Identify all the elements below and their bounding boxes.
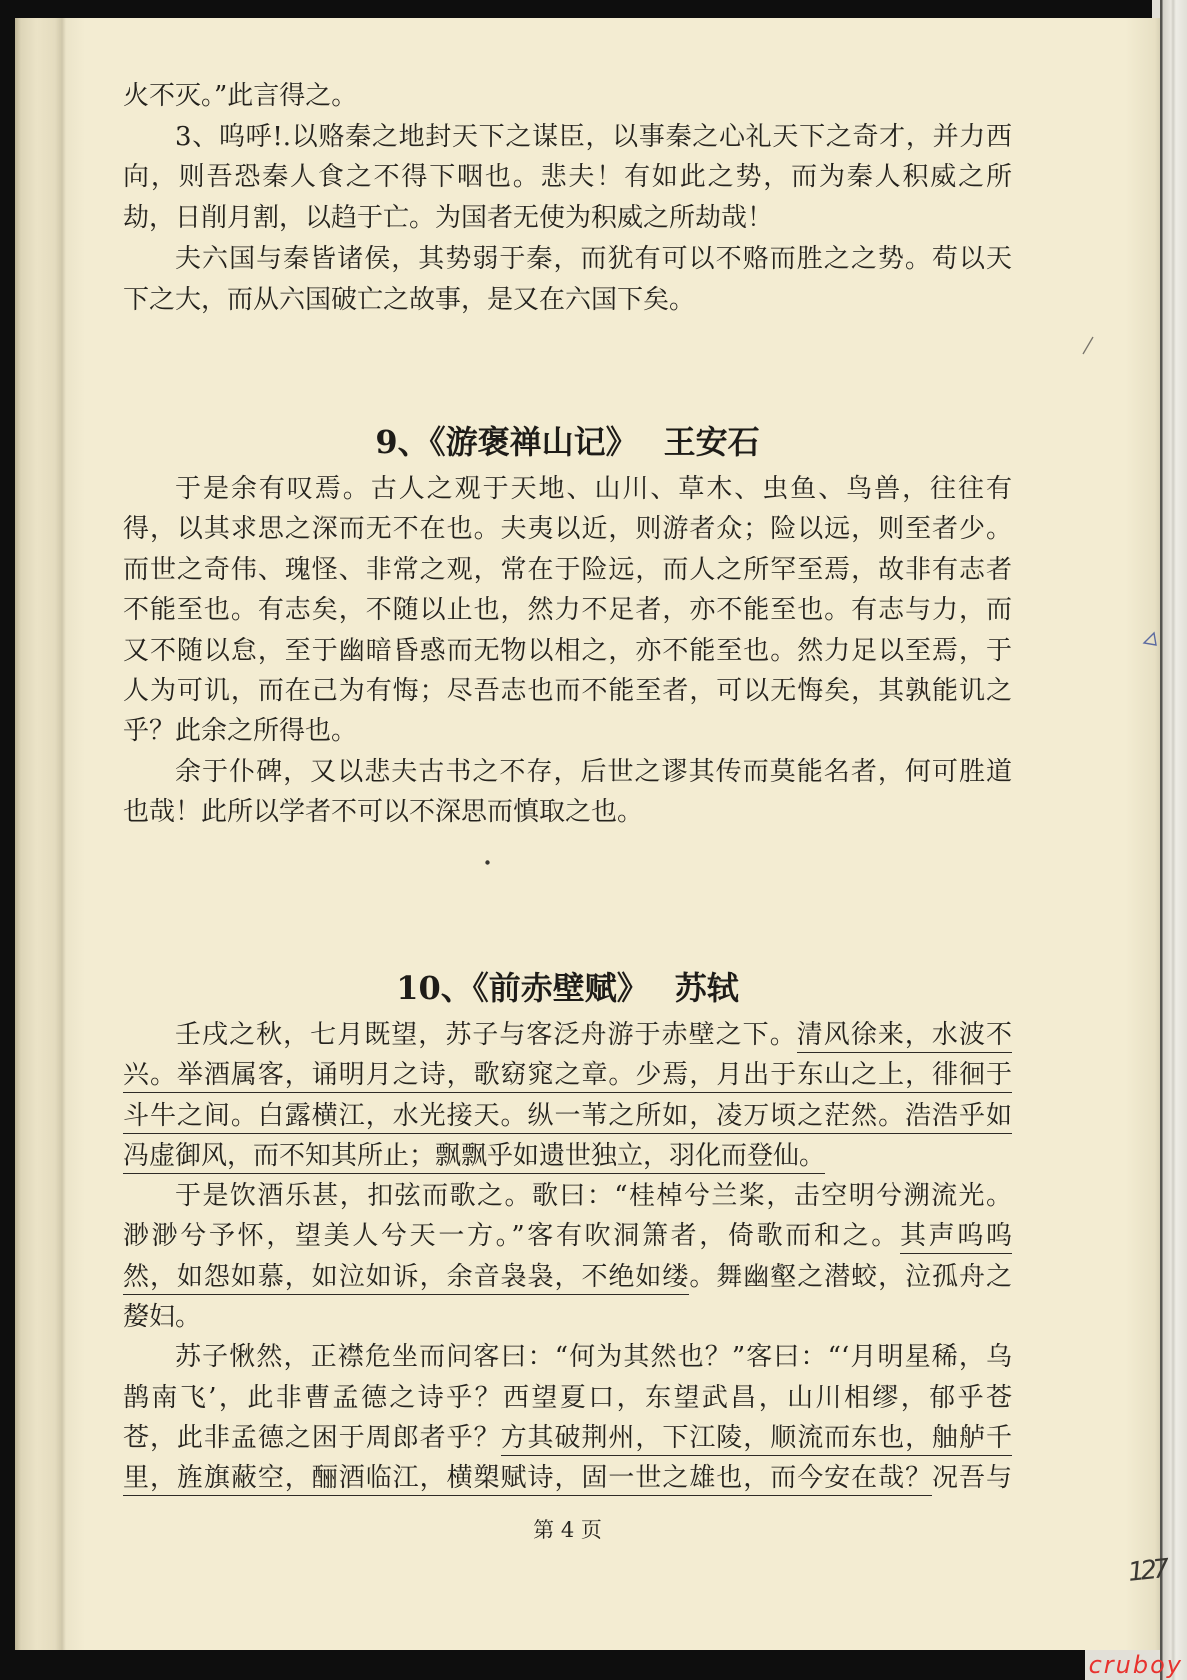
section-heading-9 <box>123 420 1012 464</box>
text-line <box>123 1136 1012 1176</box>
text-line <box>123 1176 1012 1216</box>
text-run: 于是余有叹焉。古人之观于天地、山川、草木、虫鱼、鸟兽，往往有 <box>175 474 1012 504</box>
paragraph <box>123 117 1012 239</box>
text-run: 劫，日削月割，以趋于亡。为国者无使为积威之所劫哉！ <box>123 203 774 234</box>
section-title: 《前赤壁赋》 <box>472 969 649 1007</box>
text-run: 得，以其求思之深而无不在也。夫夷以近，则游者众；险以远，则至者少。 <box>123 514 1012 545</box>
text-line <box>123 671 1012 711</box>
text-run: 于是饮酒乐甚，扣弦而歌之。歌曰：“桂棹兮兰桨，击空明兮溯流光。 <box>175 1181 1012 1212</box>
text-run: 况吾与 <box>932 1463 1012 1494</box>
text-run: 苍，此非孟德之困于周郎者乎？ <box>123 1422 501 1453</box>
text-line <box>123 792 1012 832</box>
text-run: 火不灭。”此言得之。 <box>123 81 358 111</box>
text-run: 下之大，而从六国破亡之故事，是又在六国下矣。 <box>123 284 696 315</box>
text-run: 。舞幽壑之潜蛟，泣孤舟之 <box>689 1261 1012 1292</box>
underlined-phrase: 然，如怨如慕，如泣如诉，余音袅袅，不绝如缕 <box>123 1262 689 1295</box>
text-line <box>123 550 1012 590</box>
text-run: 嫠妇。 <box>123 1302 202 1333</box>
text-line <box>123 1015 1012 1055</box>
scan-border-left <box>0 0 15 1680</box>
section-heading-10 <box>123 966 1012 1010</box>
paragraph <box>123 239 1012 320</box>
text-run: 苏子愀然，正襟危坐而问客曰：“何为其然也？”客曰：“‘月明星稀，乌 <box>175 1342 1012 1373</box>
paragraph <box>123 752 1012 833</box>
text-run: 又不随以怠，至于幽暗昏惑而无物以相之，亦不能至也。然力足以至焉，于 <box>123 635 1012 666</box>
paragraph <box>123 469 1012 752</box>
ink-triangle-mark <box>1140 630 1160 650</box>
paragraph <box>123 1337 1012 1498</box>
text-line <box>123 1216 1012 1256</box>
text-line <box>123 1418 1012 1458</box>
text-run: 而世之奇伟、瑰怪、非常之观，常在于险远，而人之所罕至焉，故非有志者 <box>123 554 1012 585</box>
scan-border-top <box>0 0 1152 18</box>
scan-border-bottom <box>0 1650 1085 1680</box>
handwritten-page-number: 127 <box>1126 1554 1168 1588</box>
section-9-body <box>123 469 1012 833</box>
text-run: 人为可讥，而在己为有悔；尽吾志也而不能至者，可以无悔矣，其孰能讥之 <box>123 676 1012 707</box>
text-run: 渺渺兮予怀，望美人兮天一方。”客有吹洞箫者，倚歌而和之。 <box>123 1221 900 1252</box>
underlined-phrase: 兴。举酒属客，诵明月之诗，歌窈窕之章。少焉，月出于东山之上，徘徊于 <box>123 1060 1012 1093</box>
text-line <box>123 509 1012 549</box>
text-line <box>123 198 1012 239</box>
text-line <box>123 239 1012 280</box>
text-line <box>123 1055 1012 1095</box>
underlined-phrase: 清风徐来，水波不 <box>797 1020 1012 1053</box>
section-author: 苏轼 <box>674 969 739 1007</box>
underlined-phrase: 斗牛之间。白露横江，水光接天。纵一苇之所如，凌万顷之茫然。浩浩乎如 <box>123 1101 1012 1134</box>
underlined-phrase: 冯虚御风，而不知其所止；飘飘乎如遗世独立，羽化而登仙。 <box>123 1141 825 1174</box>
text-line <box>123 469 1012 509</box>
text-run: 鹊南飞’，此非曹孟德之诗乎？西望夏口，东望武昌，山川相缪，郁乎苍 <box>123 1382 1012 1413</box>
paragraph <box>123 76 1012 117</box>
section-10-body <box>123 1015 1012 1499</box>
text-line <box>123 590 1012 630</box>
underlined-phrase: 里，旌旗蔽空，酾酒临江，横槊赋诗，固一世之雄也，而今安在哉？ <box>123 1463 932 1496</box>
text-run: 乎？此余之所得也。 <box>123 716 358 747</box>
text-run: 向，则吾恐秦人食之不得下咽也。悲夫！有如此之势，而为秦人积威之所 <box>123 162 1012 193</box>
text-line <box>123 157 1012 198</box>
underlined-phrase: 方其破荆州，下江陵，顺流而东也，舳舻千 <box>501 1423 1012 1456</box>
text-run: 壬戌之秋，七月既望，苏子与客泛舟游于赤壁之下。 <box>175 1020 797 1050</box>
watermark: cruboy <box>1088 1651 1183 1679</box>
text-line <box>123 1297 1012 1337</box>
paragraph <box>123 1176 1012 1337</box>
continuation-text <box>123 76 1012 320</box>
text-run: 余于仆碑，又以悲夫古书之不存，后世之谬其传而莫能名者，何可胜道 <box>175 756 1012 787</box>
section-author: 王安石 <box>663 423 760 461</box>
text-line <box>123 1337 1012 1377</box>
section-title: 《游褒禅山记》 <box>429 423 638 461</box>
text-line <box>123 1458 1012 1498</box>
text-line <box>123 1257 1012 1297</box>
section-number: 10、 <box>396 969 473 1007</box>
text-line <box>123 117 1012 158</box>
underlined-phrase: 其声呜呜 <box>900 1221 1012 1254</box>
text-run: 也哉！此所以学者不可以不深思而慎取之也。 <box>123 797 644 828</box>
text-line <box>123 1378 1012 1418</box>
ink-dot <box>484 859 491 866</box>
text-line <box>123 752 1012 792</box>
text-line <box>123 76 1012 117</box>
text-line <box>123 711 1012 751</box>
text-run: 不能至也。有志矣，不随以止也，然力不足者，亦不能至也。有志与力，而 <box>123 595 1012 626</box>
section-number: 9、 <box>375 423 430 461</box>
pencil-stroke-mark <box>1080 334 1096 356</box>
text-line <box>123 631 1012 671</box>
text-run: 夫六国与秦皆诸侯，其势弱于秦，而犹有可以不赂而胜之之势。苟以天 <box>175 243 1012 274</box>
page-footer: 第 4 页 <box>533 1518 602 1542</box>
text-run: 3、呜呼!.以赂秦之地封天下之谋臣，以事秦之心礼天下之奇才，并力西 <box>175 121 1012 152</box>
paragraph <box>123 1015 1012 1176</box>
text-line <box>123 280 1012 321</box>
text-line <box>123 1096 1012 1136</box>
page-stack-edge <box>1160 0 1187 1680</box>
